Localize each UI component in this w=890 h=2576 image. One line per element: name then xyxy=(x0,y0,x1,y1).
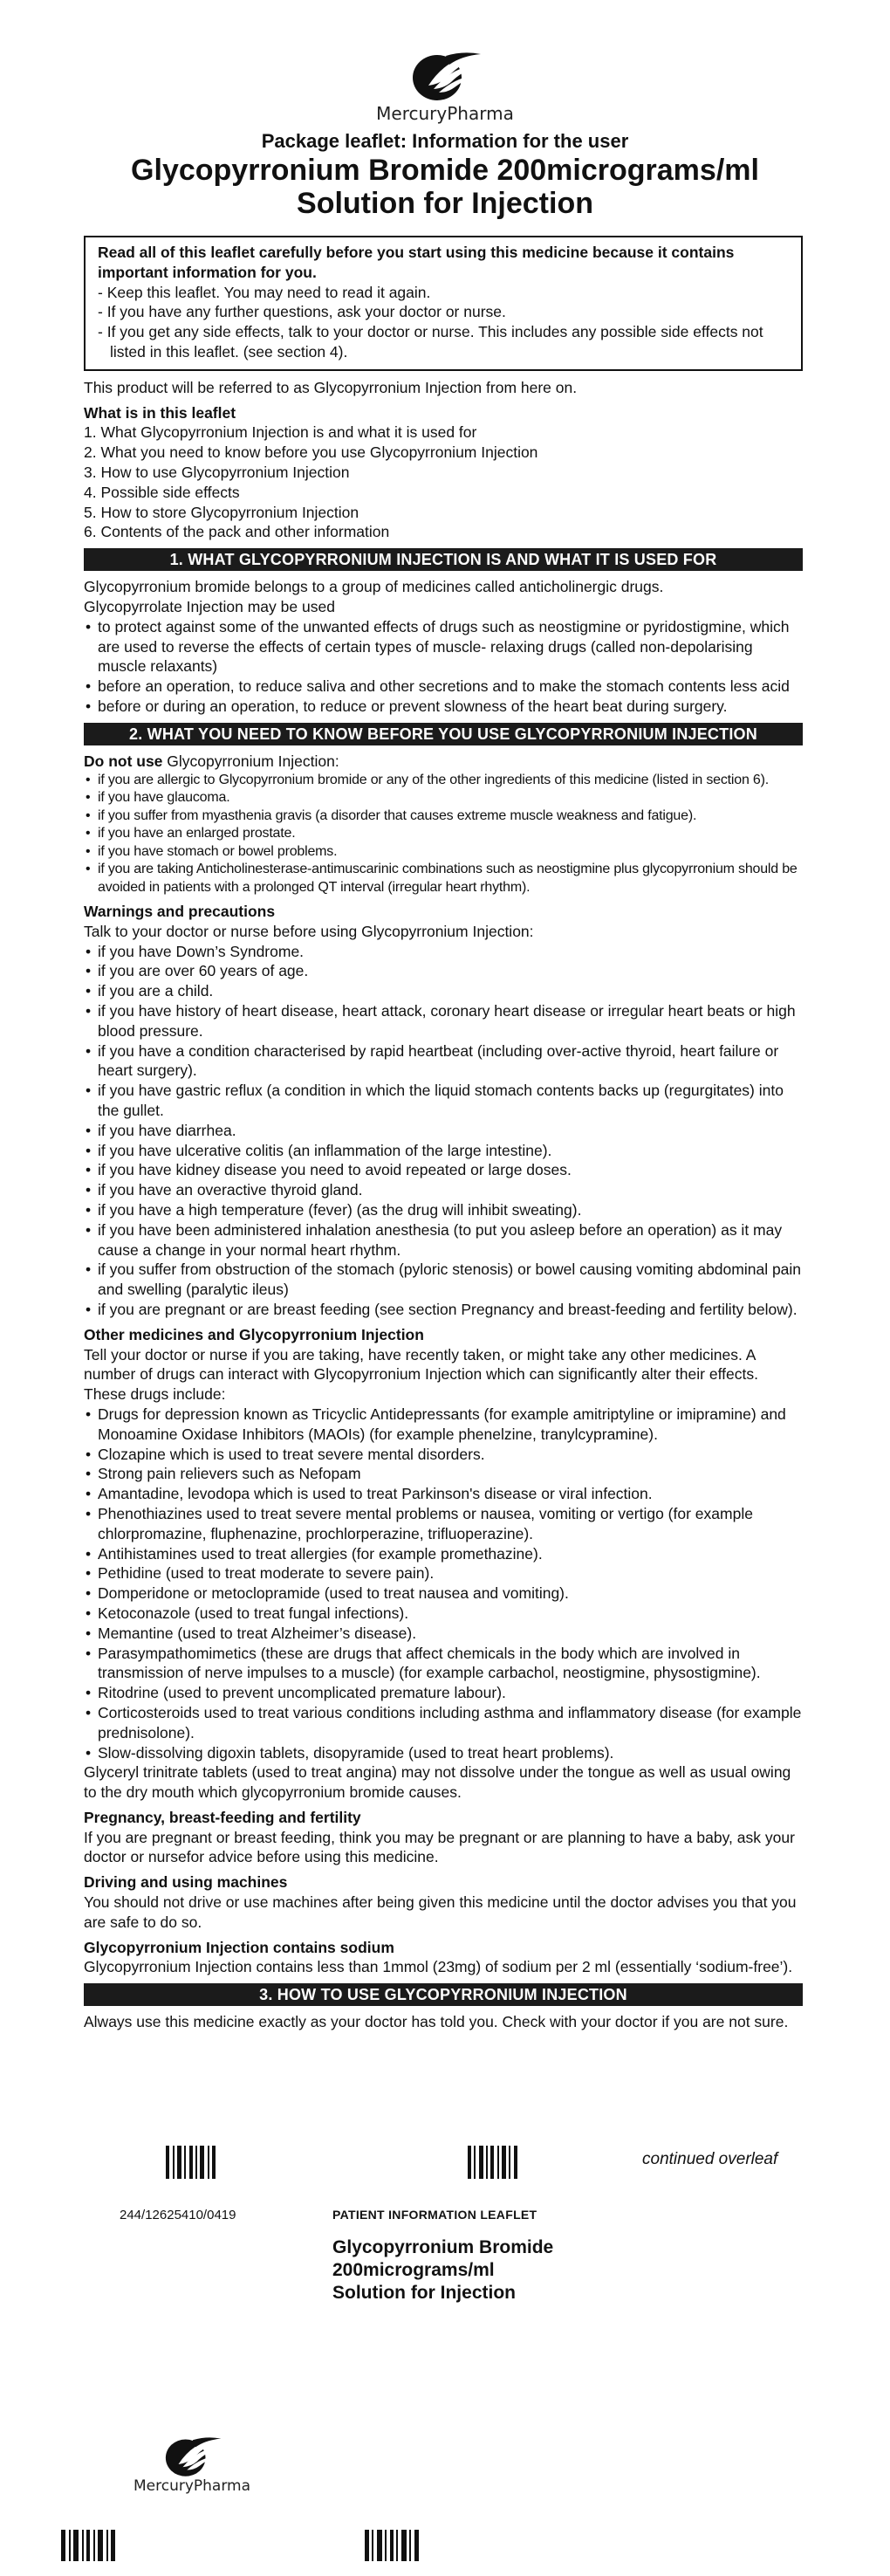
warnings-heading: Warnings and precautions xyxy=(84,903,276,921)
list-item: • if you are allergic to Glycopyrronium bromide or any of the other ingredients of this medicine (listed in section 6). xyxy=(84,772,803,790)
list-item: • if you have a high temperature (fever) (as the drug will inhibit sweating). xyxy=(84,1200,803,1220)
list-item: • if you are taking Anticholinesterase-antimuscarinic combinations such as neostigmine plus glycopyrronium should be avoided in patients with a prolonged QT interval (irregular heart rhythm). xyxy=(84,861,803,896)
list-item: • Clozapine which is used to treat severe mental disorders. xyxy=(84,1445,803,1465)
brand-logo-bottom xyxy=(122,2435,262,2495)
notice-box xyxy=(84,236,803,371)
contents-heading: What is in this leaflet xyxy=(84,403,236,422)
referral-note: This product will be referred to as Glycopyrronium Injection from here on. xyxy=(84,378,578,396)
list-item: • if you have diarrhea. xyxy=(84,1121,803,1141)
list-item: • before an operation, to reduce saliva and other secretions and to make the stomach contents less acid xyxy=(84,677,803,697)
list-item: • if you have been administered inhalation anesthesia (to put you asleep before an operation) as it may cause a change in your normal heart rhythm. xyxy=(84,1220,803,1261)
list-item: • if you are over 60 years of age. xyxy=(84,961,803,981)
product-title xyxy=(0,154,890,220)
other-medicines-list xyxy=(84,1405,803,1762)
notice-intro: Read all of this leaflet carefully before you start using this medicine because it contains important information for you. xyxy=(98,244,735,281)
other-medicines-heading: Other medicines and Glycopyrronium Injection xyxy=(84,1325,424,1343)
list-item: • Strong pain relievers such as Nefopam xyxy=(84,1464,803,1484)
list-item: • if you have a condition characterised by rapid heartbeat (including over-active thyroid, heart failure or heart surgery). xyxy=(84,1041,803,1082)
list-item: • Ketoconazole (used to treat fungal infections). xyxy=(84,1604,803,1624)
list-item: • if you have history of heart disease, heart attack, coronary heart disease or irregular heart beats or high blood pressure. xyxy=(84,1001,803,1041)
pil-title xyxy=(332,2236,553,2305)
list-item: • to protect against some of the unwanted effects of drugs such as neostigmine or pyridostigmine, which are used to reverse the effects of certain types of muscle- relaxing drugs (called non-depolarising muscle relaxants) xyxy=(84,617,803,677)
list-item: • if you have kidney disease you need to avoid repeated or large doses. xyxy=(84,1160,803,1180)
list-item: • if you have gastric reflux (a condition in which the liquid stomach contents backs up (regurgitates) into the gullet. xyxy=(84,1081,803,1121)
section-1-list xyxy=(84,617,803,717)
list-item: • Amantadine, levodopa which is used to treat Parkinson's disease or viral infection. xyxy=(84,1484,803,1504)
pil-title-line: Glycopyrronium Bromide xyxy=(332,2237,554,2257)
contents-item: 5. How to store Glycopyrronium Injection xyxy=(84,503,359,521)
notice-item: - If you have any further questions, ask your doctor or nurse. xyxy=(98,303,506,321)
warnings-intro: Talk to your doctor or nurse before using Glycopyrronium Injection: xyxy=(84,922,534,940)
pil-label: PATIENT INFORMATION LEAFLET xyxy=(332,2208,537,2222)
list-item: • if you are pregnant or are breast feeding (see section Pregnancy and breast-feeding and fertility below). xyxy=(84,1300,803,1320)
pil-title-line: Solution for Injection xyxy=(332,2283,516,2303)
contents-item: 2. What you need to know before you use Glycopyrronium Injection xyxy=(84,443,538,462)
pregnancy-heading: Pregnancy, breast-feeding and fertility xyxy=(84,1808,361,1826)
list-item: • if you suffer from obstruction of the stomach (pyloric stenosis) or bowel causing vomiting abdominal pain and swelling (paralytic ileus) xyxy=(84,1260,803,1300)
contents-item: 3. How to use Glycopyrronium Injection xyxy=(84,463,350,481)
leaflet-body xyxy=(84,236,803,2032)
list-item: • Slow-dissolving digoxin tablets, disopyramide (used to treat heart problems). xyxy=(84,1743,803,1763)
list-item: • if you have ulcerative colitis (an inflammation of the large intestine). xyxy=(84,1141,803,1161)
section-3-text: Always use this medicine exactly as your doctor has told you. Check with your doctor if you are not sure. xyxy=(84,2013,789,2031)
list-item: • Parasympathomimetics (these are drugs that affect chemicals in the body which are involved in transmission of nerve impulses to a muscle) (for example carbachol, neostigmine, physostigmine). xyxy=(84,1644,803,1684)
list-item: • if you have glaucoma. xyxy=(84,789,803,807)
section-3-heading: 3. HOW TO USE GLYCOPYRRONIUM INJECTION xyxy=(84,1983,803,2006)
contents-item: 6. Contents of the pack and other information xyxy=(84,523,390,541)
continued-overleaf: continued overleaf xyxy=(642,2150,778,2168)
do-not-use-line xyxy=(84,752,803,772)
pil-title-line: 200micrograms/ml xyxy=(332,2260,495,2280)
list-item: • if you have an overactive thyroid gland. xyxy=(84,1180,803,1200)
list-item: • if you have an enlarged prostate. xyxy=(84,825,803,843)
driving-text: You should not drive or use machines after being given this medicine until the doctor advises you that you are safe to do so. xyxy=(84,1893,797,1931)
list-item: • if you suffer from myasthenia gravis (a disorder that causes extreme muscle weakness and fatigue). xyxy=(84,807,803,826)
list-item: • Phenothiazines used to treat severe mental problems or nausea, vomiting or vertigo (for example chlorpromazine, fluphenazine, prochlorperazine, trifluoperazine). xyxy=(84,1504,803,1544)
list-item: • before or during an operation, to reduce or prevent slowness of the heart beat during surgery. xyxy=(84,697,803,717)
notice-item: - Keep this leaflet. You may need to read it again. xyxy=(98,283,431,301)
other-medicines-intro: Tell your doctor or nurse if you are taking, have recently taken, or might take any other medicines. A number of drugs can interact with Glycopyrronium Injection which can significantly alter their effects. These drugs include: xyxy=(84,1345,758,1404)
list-item: • Corticosteroids used to treat various conditions including asthma and inflammatory disease (for example prednisolone). xyxy=(84,1703,803,1743)
section-2-heading: 2. WHAT YOU NEED TO KNOW BEFORE YOU USE GLYCOPYRRONIUM INJECTION xyxy=(84,723,803,745)
list-item: • if you have Down’s Syndrome. xyxy=(84,942,803,962)
do-not-use-label: Do not use xyxy=(84,752,163,770)
brand-name: MercuryPharma xyxy=(133,2477,251,2495)
list-item: • Antihistamines used to treat allergies (for example promethazine). xyxy=(84,1544,803,1564)
barcode-4 xyxy=(365,2530,429,2561)
list-item: • Drugs for depression known as Tricyclic Antidepressants (for example amitriptyline or imipramine) and Monoamine Oxidase Inhibitors (MAOIs) (for example phenelzine, tranylcypramine). xyxy=(84,1405,803,1445)
section-1-intro: Glycopyrronium bromide belongs to a group of medicines called anticholinergic drugs. xyxy=(84,578,664,596)
brand-name: MercuryPharma xyxy=(376,103,514,124)
sodium-text: Glycopyrronium Injection contains less than 1mmol (23mg) of sodium per 2 ml (essentially ‘sodium-free’). xyxy=(84,1958,793,1976)
leaflet-subtitle: Package leaflet: Information for the user xyxy=(261,130,629,152)
contents-item: 4. Possible side effects xyxy=(84,483,240,501)
contents-list xyxy=(84,422,803,542)
brand-logo-top xyxy=(358,51,532,124)
list-item: • if you have stomach or bowel problems. xyxy=(84,843,803,862)
pregnancy-text: If you are pregnant or breast feeding, think you may be pregnant or are planning to have a baby, ask your doctor or nursefor advice before using this medicine. xyxy=(84,1828,795,1866)
section-1-heading: 1. WHAT GLYCOPYRRONIUM INJECTION IS AND WHAT IT IS USED FOR xyxy=(84,548,803,571)
leaflet-code: 244/12625410/0419 xyxy=(120,2208,236,2222)
contents-item: 1. What Glycopyrronium Injection is and what it is used for xyxy=(84,423,477,442)
list-item: • Ritodrine (used to prevent uncomplicated premature labour). xyxy=(84,1683,803,1703)
section-1-intro2: Glycopyrrolate Injection may be used xyxy=(84,597,335,615)
other-medicines-outro: Glyceryl trinitrate tablets (used to treat angina) may not dissolve under the tongue as well as usual owing to the dry mouth which glycopyrronium bromide causes. xyxy=(84,1763,791,1802)
product-title-line1: Glycopyrronium Bromide 200micrograms/ml xyxy=(131,154,759,187)
warnings-list xyxy=(84,942,803,1320)
sodium-heading: Glycopyrronium Injection contains sodium xyxy=(84,1938,394,1956)
barcode-2 xyxy=(468,2146,522,2179)
driving-heading: Driving and using machines xyxy=(84,1873,288,1892)
notice-item: - If you get any side effects, talk to your doctor or nurse. This includes any possible side effects not listed in this leaflet. (see section 4). xyxy=(98,323,763,361)
barcode-1 xyxy=(166,2146,220,2179)
do-not-use-rest: Glycopyrronium Injection: xyxy=(162,752,339,770)
do-not-use-list xyxy=(84,772,803,897)
list-item: • Domperidone or metoclopramide (used to treat nausea and vomiting). xyxy=(84,1583,803,1604)
list-item: • if you are a child. xyxy=(84,981,803,1001)
mercury-wing-icon xyxy=(161,2435,222,2477)
product-title-line2: Solution for Injection xyxy=(297,187,593,220)
list-item: • Pethidine (used to treat moderate to severe pain). xyxy=(84,1563,803,1583)
barcode-3 xyxy=(61,2530,126,2561)
list-item: • Memantine (used to treat Alzheimer’s disease). xyxy=(84,1624,803,1644)
mercury-wing-icon xyxy=(407,51,483,101)
